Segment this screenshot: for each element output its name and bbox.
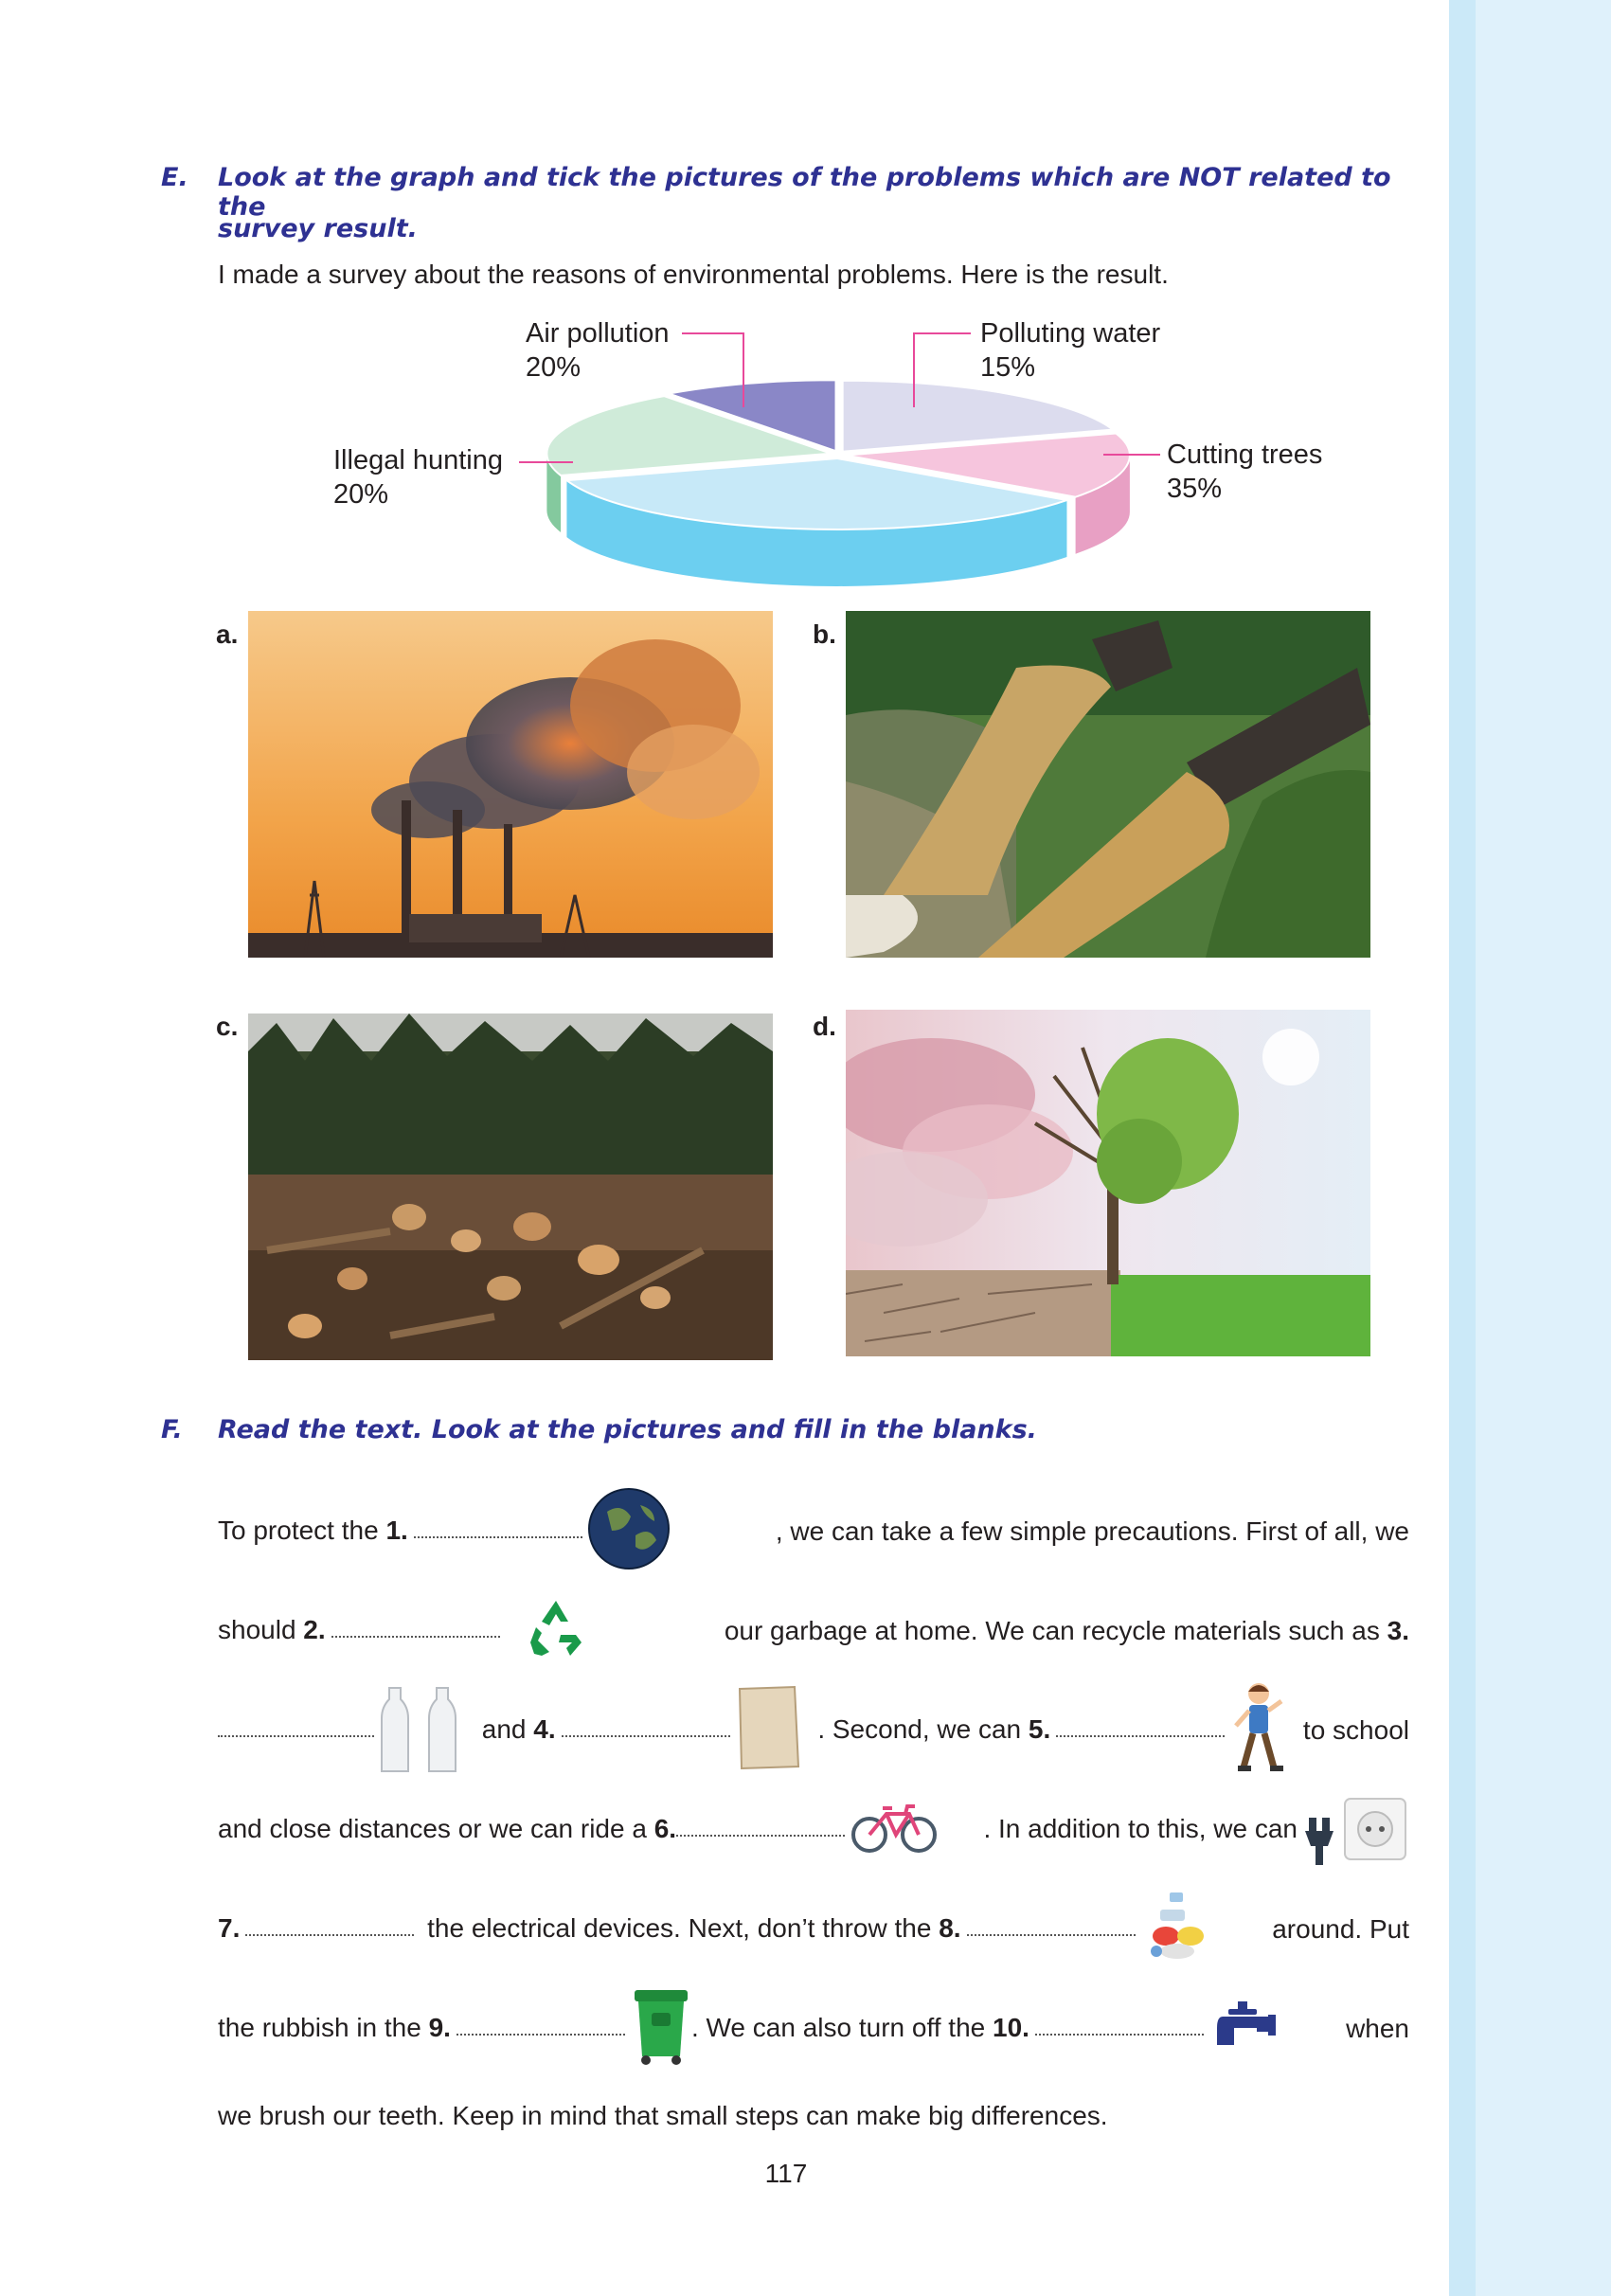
blank-4[interactable] [562,1718,730,1737]
walking-boy-icon [1230,1680,1287,1782]
bicycle-icon [850,1801,938,1860]
line3-part2: . Second, we can 5. [817,1680,1287,1782]
blank-8[interactable] [967,1917,1136,1936]
line6-end: when [1346,2014,1409,2043]
line3-end: to school [1302,1715,1409,1745]
air-pollution-value: 20% [526,352,582,383]
cutting-trees-value: 35% [1167,474,1223,504]
section-e-instruction-line2: survey result. [218,214,418,243]
pie-label-air-pollution [526,316,670,385]
page-margin-stripe [1449,0,1476,2296]
line4-end: . In addition to this, we can [983,1789,1409,1872]
blank-2[interactable] [331,1619,500,1638]
page-number: 117 [764,2159,808,2188]
factory-smoke-photo[interactable] [248,611,773,958]
glass-bottles-icon [380,1680,474,1782]
line2-end: our garbage at home. We can recycle materials such as 3. [724,1616,1409,1645]
line1-end: , we can take a few simple precautions. First of all, we [775,1516,1409,1546]
text-line-5 [218,1896,1409,1963]
paper-icon [736,1685,802,1777]
blank-6[interactable] [676,1818,845,1837]
air-pollution-name: Air pollution [526,318,670,349]
text-line-1 [218,1498,1409,1565]
blank-10[interactable] [1035,2017,1204,2036]
earth-icon [588,1488,670,1576]
photo-c-label: c. [216,1012,239,1041]
plug-socket-icon [1305,1789,1409,1872]
photo-a-label: a. [216,619,239,649]
pie-label-cutting-trees [1167,438,1322,506]
section-f-letter: F. [161,1415,183,1444]
illegal-hunting-name: Illegal hunting [333,445,503,475]
blank-7[interactable] [245,1917,414,1936]
sewage-pipes-photo[interactable] [846,611,1370,958]
text-line-4 [218,1797,1409,1863]
text-line-7: we brush our teeth. Keep in mind that small steps can make big differences. [218,2101,1108,2130]
recycle-icon [523,1595,589,1668]
line5-start: 7. the electrical devices. Next, don’t throw the 8. [218,1889,1217,1971]
pie-label-polluting-water [980,316,1160,385]
blank-5[interactable] [1056,1718,1225,1737]
polluting-water-value: 15% [980,352,1036,383]
section-f-instruction: Read the text. Look at the pictures and fill in the blanks. [218,1415,1037,1444]
text-line-3 [218,1697,1409,1764]
pie-label-illegal-hunting [333,443,503,511]
line1-start: To protect the 1. [218,1488,670,1576]
pie-chart [530,360,1146,606]
text-line-6 [218,1996,1409,2062]
section-e-instruction-line1: Look at the graph and tick the pictures of the problems which are NOT related to the [218,163,1391,222]
water-tap-icon [1209,2000,1278,2059]
section-e-intro: I made a survey about the reasons of environmental problems. Here is the result. [218,260,1169,289]
line3-part1: and 4. [218,1680,802,1782]
line4-start: and close distances or we can ride a 6. [218,1801,938,1860]
blank-9[interactable] [456,2017,625,2036]
dry-vs-green-photo[interactable] [846,1010,1370,1356]
photo-b-label: b. [813,619,836,649]
section-e-letter: E. [161,163,188,192]
cutting-trees-name: Cutting trees [1167,439,1323,470]
litter-icon [1141,1889,1217,1971]
blank-1[interactable] [414,1519,582,1538]
text-line-2 [218,1598,1409,1664]
line2-start: should 2. [218,1595,589,1668]
photo-d-label: d. [813,1012,836,1041]
line6-start: the rubbish in the 9. . We can also turn off the 10. [218,1986,1278,2072]
polluting-water-name: Polluting water [980,318,1161,349]
cut-forest-photo[interactable] [248,1013,773,1360]
blank-3[interactable] [218,1718,374,1737]
line5-end: around. Put [1272,1914,1409,1944]
green-bin-icon [631,1986,691,2072]
illegal-hunting-value: 20% [333,479,389,510]
